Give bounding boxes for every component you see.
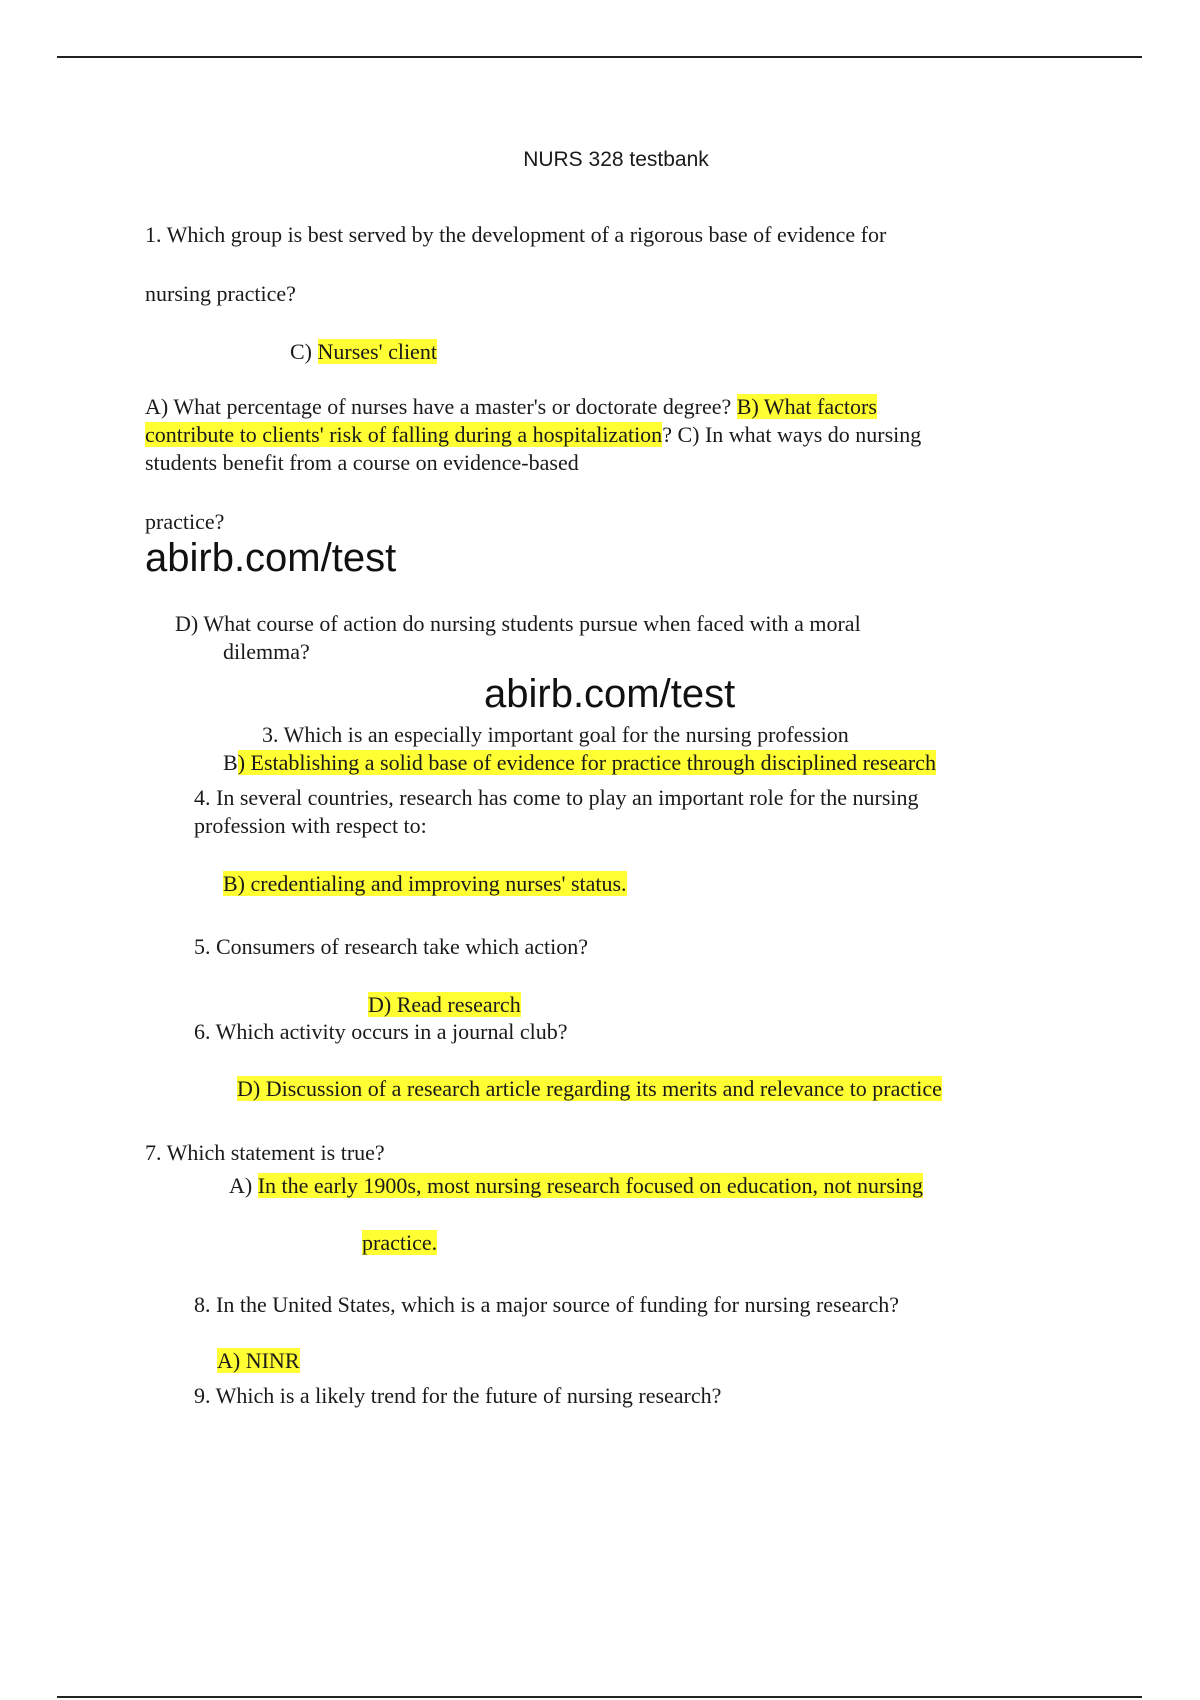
q2-option-b-part1: B) What factors — [736, 394, 877, 419]
document-title: NURS 328 testbank — [523, 148, 709, 171]
q2-option-a: A) What percentage of nurses have a master's or doctorate degree? — [145, 394, 737, 419]
bottom-rule — [57, 1696, 1142, 1698]
q7-answer-highlight-1: In the early 1900s, most nursing research focused on education, not nursing — [257, 1173, 924, 1198]
q8-answer-highlight: A) NINR — [217, 1348, 300, 1373]
q7-answer-line1 — [229, 1172, 923, 1200]
q1-question-line1: 1. Which group is best served by the development of a rigorous base of evidence for — [145, 222, 887, 247]
q4-question-line2: profession with respect to: — [194, 813, 427, 838]
q2-option-d-line2: dilemma? — [223, 639, 310, 664]
q2-option-c-part1: ? C) In what ways do nursing — [662, 422, 922, 447]
q7-answer-line2 — [362, 1229, 437, 1257]
q2-option-b-part2: contribute to clients' risk of falling during a hospitalization — [145, 422, 663, 447]
q6-answer — [237, 1075, 942, 1103]
q7-question: 7. Which statement is true? — [145, 1140, 385, 1165]
q4-question-line1: 4. In several countries, research has come to play an important role for the nursing — [194, 785, 919, 810]
q1-answer — [290, 338, 437, 366]
q4-answer-highlight: B) credentialing and improving nurses' status. — [223, 871, 627, 896]
q2-option-c-part3: practice? — [145, 509, 225, 534]
q5-question: 5. Consumers of research take which action? — [194, 934, 589, 959]
q3-answer-highlight: ) Establishing a solid base of evidence for practice through disciplined research — [237, 750, 936, 775]
q7-answer-prefix: A) — [229, 1173, 258, 1198]
q6-answer-highlight: D) Discussion of a research article regarding its merits and relevance to practice — [237, 1076, 942, 1101]
q5-answer — [368, 991, 521, 1019]
q9-question: 9. Which is a likely trend for the future of nursing research? — [194, 1383, 722, 1408]
q2-option-c-part2: students benefit from a course on evidence-based — [145, 450, 579, 475]
top-rule — [57, 56, 1142, 58]
q2-line2 — [145, 421, 921, 449]
q1-answer-highlight: Nurses' client — [317, 339, 437, 364]
q5-answer-highlight: D) Read research — [368, 992, 521, 1017]
q2-line1 — [145, 393, 877, 421]
q8-question: 8. In the United States, which is a major source of funding for nursing research? — [194, 1292, 900, 1317]
q1-question-line2: nursing practice? — [145, 281, 296, 306]
q8-answer — [217, 1347, 300, 1375]
q7-answer-highlight-2: practice. — [362, 1230, 438, 1255]
watermark-link-1: abirb.com/test — [145, 536, 397, 580]
q6-question: 6. Which activity occurs in a journal club? — [194, 1019, 568, 1044]
q2-option-d-line1: D) What course of action do nursing students pursue when faced with a moral — [175, 611, 861, 636]
q3-answer-prefix: B — [223, 750, 238, 775]
q1-answer-prefix: C) — [290, 339, 318, 364]
q4-answer — [223, 870, 627, 898]
watermark-link-2: abirb.com/test — [484, 672, 736, 716]
q3-answer — [223, 749, 936, 777]
q3-question: 3. Which is an especially important goal for the nursing profession — [262, 722, 849, 747]
